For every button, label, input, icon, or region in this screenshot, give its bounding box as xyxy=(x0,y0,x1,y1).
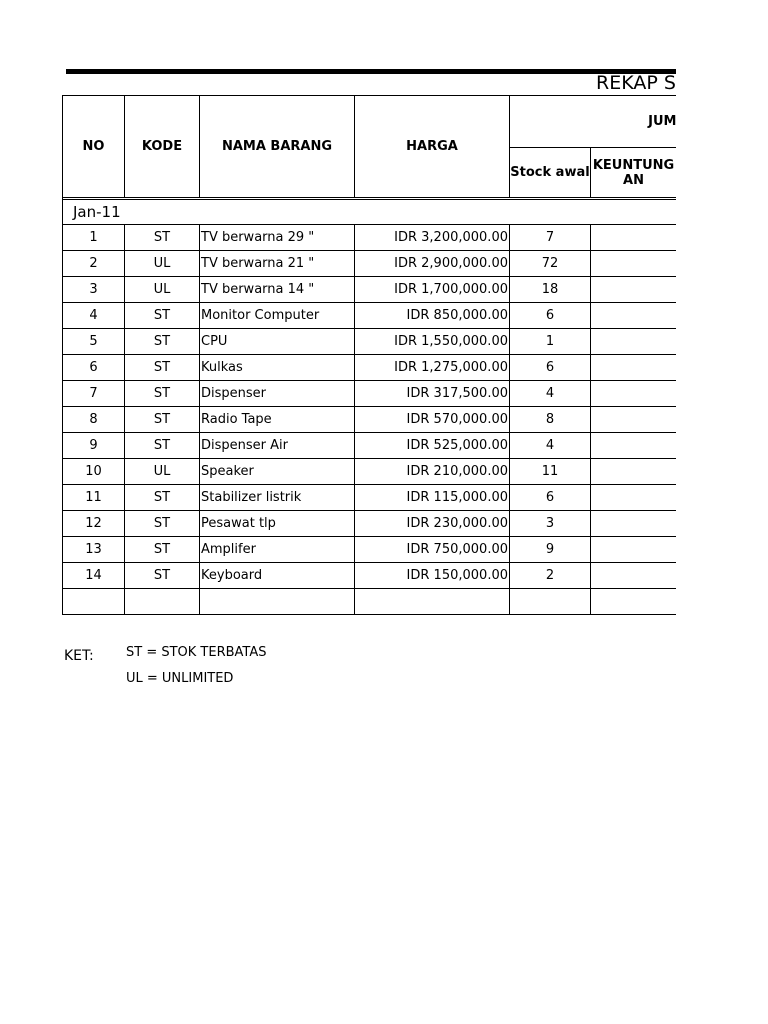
cell-nama-barang: TV berwarna 21 " xyxy=(200,251,355,277)
cell-kode: ST xyxy=(125,407,200,433)
cell-harga: IDR 230,000.00 xyxy=(355,511,510,537)
table-row xyxy=(63,485,677,511)
table-row xyxy=(63,433,677,459)
cell-stock-awal: 6 xyxy=(510,303,591,329)
cell-no: 11 xyxy=(63,485,125,511)
legend-st: ST = STOK TERBATAS xyxy=(126,645,267,660)
header-keuntungan-line2: AN xyxy=(623,172,644,188)
cell-no: 4 xyxy=(63,303,125,329)
cell-nama-barang: Speaker xyxy=(200,459,355,485)
cell-nama-barang: Kulkas xyxy=(200,355,355,381)
cell-kode: ST xyxy=(125,329,200,355)
header-kode: KODE xyxy=(125,96,200,198)
cell-harga: IDR 210,000.00 xyxy=(355,459,510,485)
table-row xyxy=(63,407,677,433)
cell-kode: ST xyxy=(125,537,200,563)
cell-keuntungan xyxy=(591,433,677,459)
cell-keuntungan xyxy=(591,511,677,537)
cell-harga: IDR 1,550,000.00 xyxy=(355,329,510,355)
table-row xyxy=(63,303,677,329)
cell-stock-awal: 4 xyxy=(510,433,591,459)
cell-harga: IDR 150,000.00 xyxy=(355,563,510,589)
cell-stock-awal: 9 xyxy=(510,537,591,563)
month-label: Jan-11 xyxy=(63,200,677,225)
cell-harga: IDR 115,000.00 xyxy=(355,485,510,511)
cell-stock-awal: 2 xyxy=(510,563,591,589)
cell-stock-awal: 18 xyxy=(510,277,591,303)
cell-harga: IDR 525,000.00 xyxy=(355,433,510,459)
cell-nama-barang: Pesawat tlp xyxy=(200,511,355,537)
cell-no: 8 xyxy=(63,407,125,433)
cell-harga: IDR 750,000.00 xyxy=(355,537,510,563)
cell-no: 9 xyxy=(63,433,125,459)
cell-keuntungan xyxy=(591,459,677,485)
cell-nama-barang: Dispenser xyxy=(200,381,355,407)
cell-empty xyxy=(200,589,355,615)
cell-keuntungan xyxy=(591,407,677,433)
header-no: NO xyxy=(63,96,125,198)
cell-keuntungan xyxy=(591,277,677,303)
table-row xyxy=(63,251,677,277)
legend-ul: UL = UNLIMITED xyxy=(126,671,234,686)
header-stock-awal: Stock awal xyxy=(510,148,591,198)
cell-kode: ST xyxy=(125,485,200,511)
top-rule xyxy=(66,69,676,74)
cell-kode: ST xyxy=(125,225,200,251)
header-jumlah: JUM xyxy=(510,96,677,148)
cell-keuntungan xyxy=(591,355,677,381)
cell-empty xyxy=(510,589,591,615)
header-keuntungan-line1: KEUNTUNG xyxy=(592,157,675,173)
cell-kode: ST xyxy=(125,563,200,589)
cell-harga: IDR 317,500.00 xyxy=(355,381,510,407)
cell-kode: ST xyxy=(125,511,200,537)
cell-stock-awal: 3 xyxy=(510,511,591,537)
cell-keuntungan xyxy=(591,225,677,251)
cell-no: 13 xyxy=(63,537,125,563)
cell-keuntungan xyxy=(591,303,677,329)
table-row xyxy=(63,277,677,303)
cell-nama-barang: Dispenser Air xyxy=(200,433,355,459)
stock-table-area xyxy=(62,95,676,615)
cell-nama-barang: Radio Tape xyxy=(200,407,355,433)
header-nama-barang: NAMA BARANG xyxy=(200,96,355,198)
cell-nama-barang: TV berwarna 29 " xyxy=(200,225,355,251)
header-keuntungan xyxy=(591,148,677,198)
cell-harga: IDR 570,000.00 xyxy=(355,407,510,433)
cell-keuntungan xyxy=(591,485,677,511)
table-row xyxy=(63,511,677,537)
cell-keuntungan xyxy=(591,563,677,589)
cell-stock-awal: 1 xyxy=(510,329,591,355)
cell-stock-awal: 6 xyxy=(510,485,591,511)
table-row xyxy=(63,459,677,485)
cell-nama-barang: Monitor Computer xyxy=(200,303,355,329)
table-row xyxy=(63,355,677,381)
cell-empty xyxy=(591,589,677,615)
cell-stock-awal: 7 xyxy=(510,225,591,251)
cell-keuntungan xyxy=(591,329,677,355)
cell-stock-awal: 72 xyxy=(510,251,591,277)
cell-no: 7 xyxy=(63,381,125,407)
header-harga: HARGA xyxy=(355,96,510,198)
cell-harga: IDR 850,000.00 xyxy=(355,303,510,329)
table-row xyxy=(63,329,677,355)
table-row xyxy=(63,537,677,563)
cell-empty xyxy=(355,589,510,615)
page-title: REKAP S xyxy=(596,72,676,94)
cell-kode: ST xyxy=(125,355,200,381)
table-row xyxy=(63,225,677,251)
cell-no: 1 xyxy=(63,225,125,251)
cell-stock-awal: 11 xyxy=(510,459,591,485)
cell-harga: IDR 3,200,000.00 xyxy=(355,225,510,251)
cell-empty xyxy=(63,589,125,615)
cell-keuntungan xyxy=(591,251,677,277)
cell-stock-awal: 8 xyxy=(510,407,591,433)
cell-no: 6 xyxy=(63,355,125,381)
cell-kode: ST xyxy=(125,381,200,407)
cell-kode: UL xyxy=(125,251,200,277)
table-row xyxy=(63,381,677,407)
cell-no: 3 xyxy=(63,277,125,303)
cell-no: 2 xyxy=(63,251,125,277)
cell-kode: ST xyxy=(125,433,200,459)
cell-nama-barang: TV berwarna 14 " xyxy=(200,277,355,303)
cell-nama-barang: Stabilizer listrik xyxy=(200,485,355,511)
cell-harga: IDR 1,700,000.00 xyxy=(355,277,510,303)
cell-empty xyxy=(125,589,200,615)
cell-nama-barang: CPU xyxy=(200,329,355,355)
cell-kode: ST xyxy=(125,303,200,329)
legend-label: KET: xyxy=(64,648,94,664)
cell-no: 12 xyxy=(63,511,125,537)
cell-nama-barang: Amplifer xyxy=(200,537,355,563)
cell-stock-awal: 4 xyxy=(510,381,591,407)
cell-keuntungan xyxy=(591,537,677,563)
stock-table xyxy=(62,95,676,615)
cell-no: 14 xyxy=(63,563,125,589)
cell-kode: UL xyxy=(125,277,200,303)
cell-no: 10 xyxy=(63,459,125,485)
cell-kode: UL xyxy=(125,459,200,485)
cell-nama-barang: Keyboard xyxy=(200,563,355,589)
cell-stock-awal: 6 xyxy=(510,355,591,381)
table-row xyxy=(63,563,677,589)
cell-keuntungan xyxy=(591,381,677,407)
cell-no: 5 xyxy=(63,329,125,355)
cell-harga: IDR 2,900,000.00 xyxy=(355,251,510,277)
cell-harga: IDR 1,275,000.00 xyxy=(355,355,510,381)
table-row-empty xyxy=(63,589,677,615)
